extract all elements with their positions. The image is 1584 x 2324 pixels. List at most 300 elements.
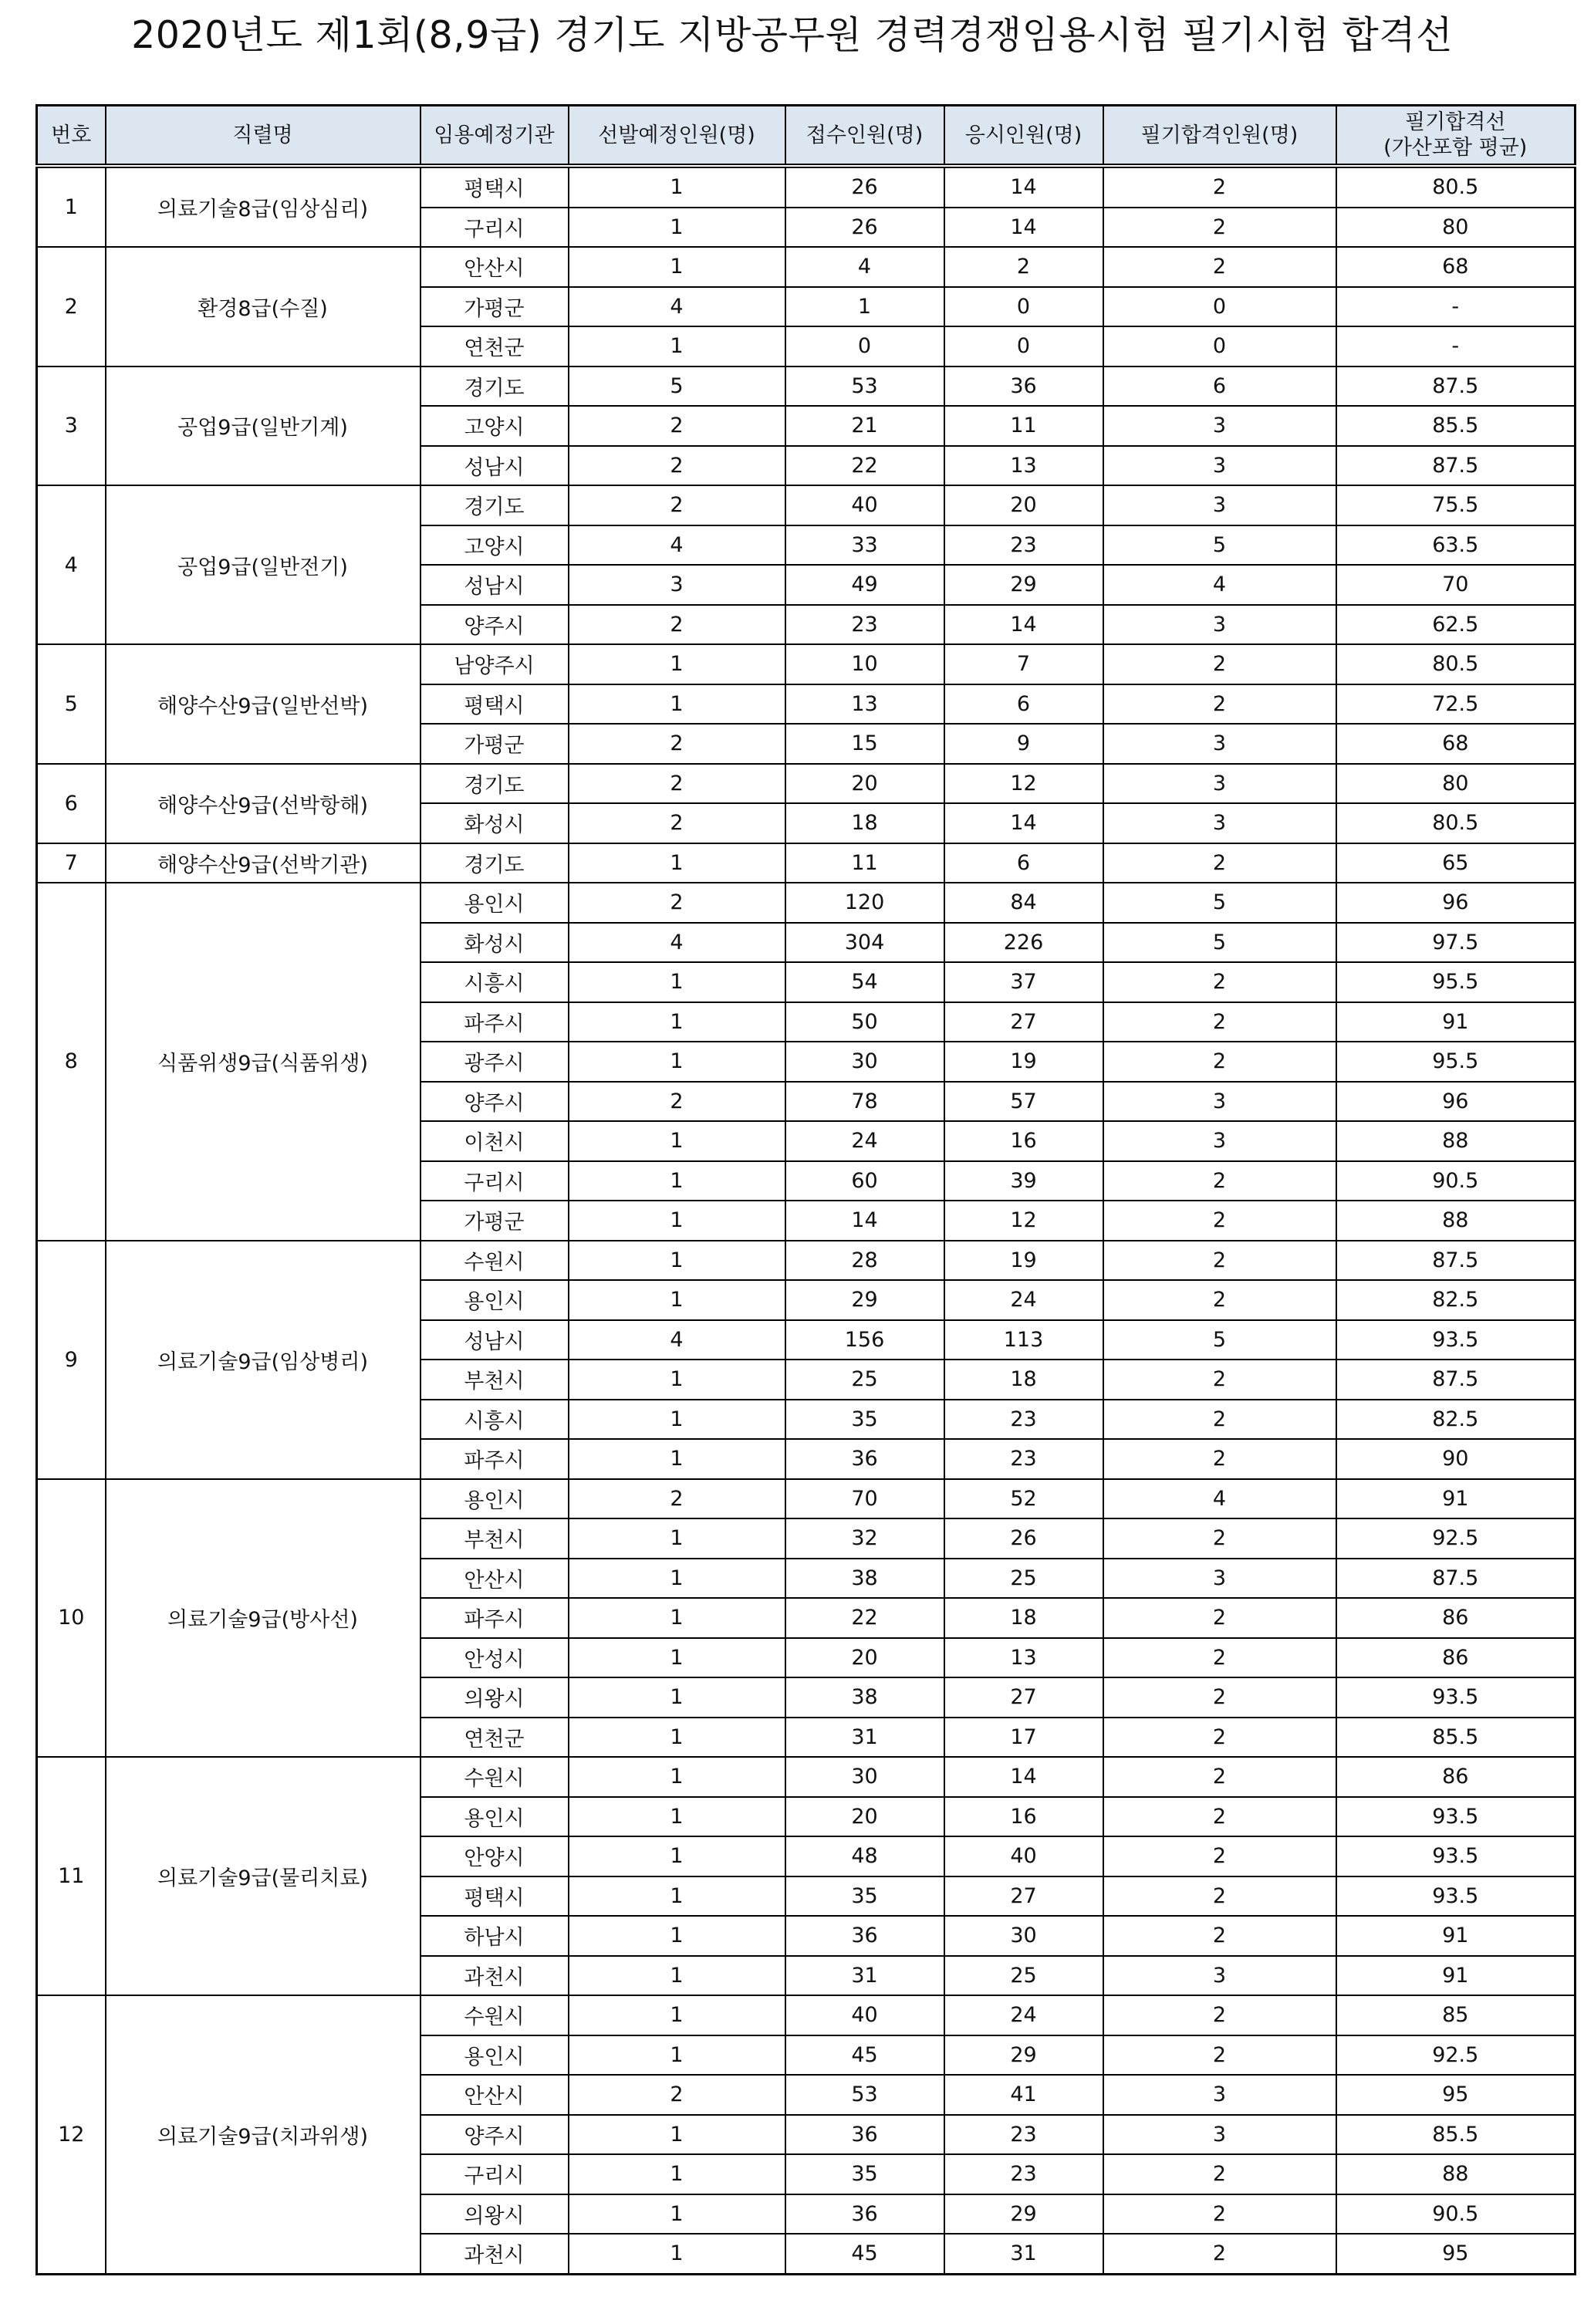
applicants-cell: 25 [785, 1360, 944, 1400]
examinees-cell: 23 [944, 525, 1103, 566]
agency-cell: 용인시 [420, 1280, 569, 1320]
agency-cell: 가평군 [420, 287, 569, 327]
job-series-cell: 환경8급(수질) [106, 247, 420, 367]
examinees-cell: 0 [944, 287, 1103, 327]
applicants-cell: 78 [785, 1082, 944, 1122]
passers-cell: 5 [1103, 923, 1336, 963]
examinees-cell: 27 [944, 1002, 1103, 1042]
table-row [37, 1479, 1576, 1519]
passers-cell: 6 [1103, 367, 1336, 407]
examinees-cell: 25 [944, 1956, 1103, 1996]
passers-cell: 2 [1103, 1718, 1336, 1758]
table-row [37, 1757, 1576, 1797]
agency-cell: 남양주시 [420, 644, 569, 684]
agency-cell: 경기도 [420, 367, 569, 407]
cutoff-cell: 96 [1336, 883, 1576, 923]
table-row [37, 883, 1576, 923]
applicants-cell: 38 [785, 1677, 944, 1718]
cutoff-cell: 92.5 [1336, 1518, 1576, 1559]
agency-cell: 성남시 [420, 1320, 569, 1360]
applicants-cell: 13 [785, 684, 944, 725]
agency-cell: 양주시 [420, 2115, 569, 2155]
cutoff-cell: 87.5 [1336, 1559, 1576, 1599]
passers-cell: 3 [1103, 2115, 1336, 2155]
agency-cell: 구리시 [420, 208, 569, 248]
agency-cell: 연천군 [420, 326, 569, 367]
applicants-cell: 14 [785, 1201, 944, 1241]
applicants-cell: 26 [785, 166, 944, 208]
applicants-cell: 29 [785, 1280, 944, 1320]
passers-cell: 5 [1103, 525, 1336, 566]
table-row [37, 367, 1576, 407]
applicants-cell: 36 [785, 1916, 944, 1956]
cutoff-cell: 80.5 [1336, 644, 1576, 684]
agency-cell: 경기도 [420, 485, 569, 525]
planned-cell: 1 [569, 1400, 785, 1440]
cutoff-cell: 87.5 [1336, 1241, 1576, 1281]
job-series-cell: 공업9급(일반전기) [106, 485, 420, 644]
applicants-cell: 22 [785, 1598, 944, 1638]
agency-cell: 부천시 [420, 1518, 569, 1559]
cutoff-cell: 86 [1336, 1598, 1576, 1638]
examinees-cell: 12 [944, 764, 1103, 804]
examinees-cell: 84 [944, 883, 1103, 923]
cutoff-cell: 88 [1336, 1201, 1576, 1241]
number-cell: 12 [37, 1995, 106, 2274]
examinees-cell: 23 [944, 1439, 1103, 1479]
cutoff-cell: 72.5 [1336, 684, 1576, 725]
planned-cell: 2 [569, 605, 785, 645]
table-row [37, 1995, 1576, 2035]
examinees-cell: 37 [944, 962, 1103, 1002]
examinees-cell: 30 [944, 1916, 1103, 1956]
planned-cell: 1 [569, 247, 785, 287]
cutoff-cell: 95 [1336, 2234, 1576, 2274]
cutoff-cell: 95 [1336, 2075, 1576, 2115]
examinees-cell: 27 [944, 1876, 1103, 1917]
planned-cell: 1 [569, 1121, 785, 1161]
passers-cell: 2 [1103, 2234, 1336, 2274]
passers-cell: 2 [1103, 2035, 1336, 2076]
agency-cell: 성남시 [420, 446, 569, 486]
number-cell: 9 [37, 1241, 106, 1479]
agency-cell: 연천군 [420, 1718, 569, 1758]
applicants-cell: 26 [785, 208, 944, 248]
planned-cell: 1 [569, 962, 785, 1002]
cutoff-header-sub: (가산포함 평균) [1383, 136, 1528, 160]
applicants-cell: 48 [785, 1836, 944, 1876]
col-header-job-series: 직렬명 [106, 106, 420, 167]
cutoff-cell: 75.5 [1336, 485, 1576, 525]
cutoff-cell: 93.5 [1336, 1320, 1576, 1360]
agency-cell: 이천시 [420, 1121, 569, 1161]
number-cell: 8 [37, 883, 106, 1241]
cutoff-cell: 95.5 [1336, 1042, 1576, 1082]
agency-cell: 용인시 [420, 2035, 569, 2076]
examinees-cell: 57 [944, 1082, 1103, 1122]
examinees-cell: 226 [944, 923, 1103, 963]
examinees-cell: 36 [944, 367, 1103, 407]
passers-cell: 2 [1103, 1677, 1336, 1718]
applicants-cell: 45 [785, 2035, 944, 2076]
cutoff-cell: 87.5 [1336, 446, 1576, 486]
cutoff-cell: 85 [1336, 1995, 1576, 2035]
examinees-cell: 7 [944, 644, 1103, 684]
agency-cell: 평택시 [420, 684, 569, 725]
header-row [37, 106, 1576, 167]
planned-cell: 1 [569, 684, 785, 725]
planned-cell: 1 [569, 843, 785, 883]
applicants-cell: 36 [785, 1439, 944, 1479]
passers-cell: 4 [1103, 565, 1336, 605]
planned-cell: 1 [569, 1677, 785, 1718]
planned-cell: 3 [569, 565, 785, 605]
agency-cell: 용인시 [420, 883, 569, 923]
table-row [37, 843, 1576, 883]
passers-cell: 2 [1103, 208, 1336, 248]
number-cell: 5 [37, 644, 106, 764]
agency-cell: 용인시 [420, 1479, 569, 1519]
passers-cell: 3 [1103, 2075, 1336, 2115]
agency-cell: 경기도 [420, 764, 569, 804]
cutoff-cell: 62.5 [1336, 605, 1576, 645]
col-header-agency: 임용예정기관 [420, 106, 569, 167]
applicants-cell: 50 [785, 1002, 944, 1042]
passers-cell: 2 [1103, 1995, 1336, 2035]
agency-cell: 의왕시 [420, 1677, 569, 1718]
planned-cell: 1 [569, 2115, 785, 2155]
table-row [37, 247, 1576, 287]
agency-cell: 고양시 [420, 406, 569, 446]
agency-cell: 과천시 [420, 1956, 569, 1996]
job-series-cell: 해양수산9급(선박항해) [106, 764, 420, 843]
examinees-cell: 24 [944, 1280, 1103, 1320]
exam-results-table [35, 104, 1576, 2275]
col-header-planned: 선발예정인원(명) [569, 106, 785, 167]
cutoff-cell: 70 [1336, 565, 1576, 605]
agency-cell: 고양시 [420, 525, 569, 566]
agency-cell: 수원시 [420, 1241, 569, 1281]
passers-cell: 2 [1103, 247, 1336, 287]
examinees-cell: 13 [944, 446, 1103, 486]
passers-cell: 3 [1103, 1121, 1336, 1161]
number-cell: 11 [37, 1757, 106, 1995]
table-row [37, 485, 1576, 525]
passers-cell: 2 [1103, 962, 1336, 1002]
planned-cell: 1 [569, 1876, 785, 1917]
cutoff-cell: 93.5 [1336, 1876, 1576, 1917]
agency-cell: 가평군 [420, 724, 569, 764]
col-header-cutoff [1336, 106, 1576, 167]
examinees-cell: 25 [944, 1559, 1103, 1599]
applicants-cell: 15 [785, 724, 944, 764]
cutoff-cell: 86 [1336, 1638, 1576, 1678]
page-title: 2020년도 제1회(8,9급) 경기도 지방공무원 경력경쟁임용시험 필기시험 합격선 [131, 13, 1453, 57]
agency-cell: 안성시 [420, 1638, 569, 1678]
planned-cell: 1 [569, 1042, 785, 1082]
cutoff-cell: 82.5 [1336, 1280, 1576, 1320]
agency-cell: 평택시 [420, 1876, 569, 1917]
planned-cell: 1 [569, 1638, 785, 1678]
job-series-cell: 의료기술8급(임상심리) [106, 166, 420, 247]
number-cell: 1 [37, 166, 106, 247]
applicants-cell: 21 [785, 406, 944, 446]
cutoff-cell: 90.5 [1336, 2194, 1576, 2234]
examinees-cell: 18 [944, 1360, 1103, 1400]
planned-cell: 1 [569, 1559, 785, 1599]
passers-cell: 2 [1103, 1916, 1336, 1956]
applicants-cell: 23 [785, 605, 944, 645]
applicants-cell: 30 [785, 1757, 944, 1797]
passers-cell: 0 [1103, 326, 1336, 367]
passers-cell: 2 [1103, 1598, 1336, 1638]
number-cell: 2 [37, 247, 106, 367]
passers-cell: 3 [1103, 1559, 1336, 1599]
applicants-cell: 36 [785, 2115, 944, 2155]
cutoff-cell: 93.5 [1336, 1797, 1576, 1837]
passers-cell: 3 [1103, 1082, 1336, 1122]
applicants-cell: 40 [785, 1995, 944, 2035]
passers-cell: 3 [1103, 605, 1336, 645]
examinees-cell: 14 [944, 1757, 1103, 1797]
examinees-cell: 23 [944, 2115, 1103, 2155]
examinees-cell: 40 [944, 1836, 1103, 1876]
applicants-cell: 20 [785, 1638, 944, 1678]
examinees-cell: 31 [944, 2234, 1103, 2274]
agency-cell: 수원시 [420, 1757, 569, 1797]
cutoff-cell: 88 [1336, 2154, 1576, 2194]
planned-cell: 2 [569, 446, 785, 486]
examinees-cell: 19 [944, 1042, 1103, 1082]
planned-cell: 1 [569, 1757, 785, 1797]
applicants-cell: 49 [785, 565, 944, 605]
applicants-cell: 35 [785, 1876, 944, 1917]
passers-cell: 3 [1103, 803, 1336, 843]
examinees-cell: 0 [944, 326, 1103, 367]
applicants-cell: 53 [785, 367, 944, 407]
table-row [37, 764, 1576, 804]
agency-cell: 시흥시 [420, 962, 569, 1002]
agency-cell: 안산시 [420, 247, 569, 287]
agency-cell: 양주시 [420, 605, 569, 645]
passers-cell: 2 [1103, 1161, 1336, 1201]
col-header-passers: 필기합격인원(명) [1103, 106, 1336, 167]
agency-cell: 파주시 [420, 1598, 569, 1638]
agency-cell: 가평군 [420, 1201, 569, 1241]
agency-cell: 수원시 [420, 1995, 569, 2035]
passers-cell: 0 [1103, 287, 1336, 327]
planned-cell: 1 [569, 1518, 785, 1559]
planned-cell: 1 [569, 1995, 785, 2035]
passers-cell: 2 [1103, 2154, 1336, 2194]
passers-cell: 3 [1103, 764, 1336, 804]
planned-cell: 2 [569, 883, 785, 923]
planned-cell: 1 [569, 1598, 785, 1638]
table-row [37, 644, 1576, 684]
planned-cell: 1 [569, 326, 785, 367]
col-header-applicants: 접수인원(명) [785, 106, 944, 167]
applicants-cell: 1 [785, 287, 944, 327]
planned-cell: 1 [569, 1956, 785, 1996]
job-series-cell: 의료기술9급(방사선) [106, 1479, 420, 1758]
passers-cell: 2 [1103, 1876, 1336, 1917]
job-series-cell: 해양수산9급(일반선박) [106, 644, 420, 764]
planned-cell: 2 [569, 803, 785, 843]
examinees-cell: 26 [944, 1518, 1103, 1559]
planned-cell: 4 [569, 525, 785, 566]
examinees-cell: 14 [944, 208, 1103, 248]
planned-cell: 4 [569, 287, 785, 327]
agency-cell: 구리시 [420, 2154, 569, 2194]
examinees-cell: 16 [944, 1797, 1103, 1837]
passers-cell: 4 [1103, 1479, 1336, 1519]
examinees-cell: 11 [944, 406, 1103, 446]
agency-cell: 양주시 [420, 1082, 569, 1122]
cutoff-cell: 92.5 [1336, 2035, 1576, 2076]
cutoff-cell: 93.5 [1336, 1677, 1576, 1718]
cutoff-cell: 91 [1336, 1002, 1576, 1042]
agency-cell: 의왕시 [420, 2194, 569, 2234]
passers-cell: 2 [1103, 1280, 1336, 1320]
agency-cell: 시흥시 [420, 1400, 569, 1440]
passers-cell: 2 [1103, 1836, 1336, 1876]
examinees-cell: 16 [944, 1121, 1103, 1161]
agency-cell: 화성시 [420, 803, 569, 843]
examinees-cell: 6 [944, 684, 1103, 725]
examinees-cell: 29 [944, 565, 1103, 605]
planned-cell: 1 [569, 2194, 785, 2234]
agency-cell: 용인시 [420, 1797, 569, 1837]
agency-cell: 부천시 [420, 1360, 569, 1400]
planned-cell: 2 [569, 724, 785, 764]
agency-cell: 하남시 [420, 1916, 569, 1956]
examinees-cell: 113 [944, 1320, 1103, 1360]
passers-cell: 3 [1103, 485, 1336, 525]
applicants-cell: 53 [785, 2075, 944, 2115]
agency-cell: 구리시 [420, 1161, 569, 1201]
examinees-cell: 9 [944, 724, 1103, 764]
examinees-cell: 39 [944, 1161, 1103, 1201]
cutoff-cell: 86 [1336, 1757, 1576, 1797]
passers-cell: 2 [1103, 1241, 1336, 1281]
planned-cell: 1 [569, 1161, 785, 1201]
planned-cell: 1 [569, 1241, 785, 1281]
examinees-cell: 6 [944, 843, 1103, 883]
applicants-cell: 40 [785, 485, 944, 525]
applicants-cell: 0 [785, 326, 944, 367]
agency-cell: 광주시 [420, 1042, 569, 1082]
passers-cell: 2 [1103, 1638, 1336, 1678]
cutoff-cell: 82.5 [1336, 1400, 1576, 1440]
applicants-cell: 28 [785, 1241, 944, 1281]
number-cell: 6 [37, 764, 106, 843]
number-cell: 3 [37, 367, 106, 486]
number-cell: 4 [37, 485, 106, 644]
cutoff-cell: 88 [1336, 1121, 1576, 1161]
cutoff-cell: 91 [1336, 1916, 1576, 1956]
cutoff-cell: 85.5 [1336, 1718, 1576, 1758]
applicants-cell: 24 [785, 1121, 944, 1161]
passers-cell: 2 [1103, 1400, 1336, 1440]
planned-cell: 2 [569, 406, 785, 446]
cutoff-cell: 91 [1336, 1479, 1576, 1519]
examinees-cell: 23 [944, 2154, 1103, 2194]
applicants-cell: 22 [785, 446, 944, 486]
examinees-cell: 24 [944, 1995, 1103, 2035]
applicants-cell: 18 [785, 803, 944, 843]
cutoff-cell: 90.5 [1336, 1161, 1576, 1201]
cutoff-cell: 80 [1336, 764, 1576, 804]
cutoff-cell: - [1336, 287, 1576, 327]
applicants-cell: 31 [785, 1956, 944, 1996]
job-series-cell: 의료기술9급(물리치료) [106, 1757, 420, 1995]
passers-cell: 2 [1103, 1042, 1336, 1082]
table-row [37, 1241, 1576, 1281]
cutoff-cell: 87.5 [1336, 1360, 1576, 1400]
examinees-cell: 14 [944, 803, 1103, 843]
cutoff-cell: 87.5 [1336, 367, 1576, 407]
job-series-cell: 공업9급(일반기계) [106, 367, 420, 486]
cutoff-cell: 65 [1336, 843, 1576, 883]
cutoff-cell: 93.5 [1336, 1836, 1576, 1876]
applicants-cell: 304 [785, 923, 944, 963]
table-body [37, 166, 1576, 2274]
planned-cell: 1 [569, 208, 785, 248]
examinees-cell: 12 [944, 1201, 1103, 1241]
passers-cell: 2 [1103, 166, 1336, 208]
passers-cell: 5 [1103, 1320, 1336, 1360]
planned-cell: 1 [569, 1916, 785, 1956]
examinees-cell: 41 [944, 2075, 1103, 2115]
planned-cell: 1 [569, 1002, 785, 1042]
applicants-cell: 60 [785, 1161, 944, 1201]
passers-cell: 3 [1103, 446, 1336, 486]
cutoff-cell: 80.5 [1336, 166, 1576, 208]
passers-cell: 2 [1103, 1439, 1336, 1479]
applicants-cell: 156 [785, 1320, 944, 1360]
applicants-cell: 38 [785, 1559, 944, 1599]
agency-cell: 파주시 [420, 1002, 569, 1042]
job-series-cell: 의료기술9급(임상병리) [106, 1241, 420, 1479]
cutoff-cell: 68 [1336, 247, 1576, 287]
planned-cell: 1 [569, 644, 785, 684]
applicants-cell: 35 [785, 1400, 944, 1440]
planned-cell: 2 [569, 2075, 785, 2115]
planned-cell: 5 [569, 367, 785, 407]
examinees-cell: 52 [944, 1479, 1103, 1519]
cutoff-cell: 85.5 [1336, 2115, 1576, 2155]
number-cell: 7 [37, 843, 106, 883]
col-header-number: 번호 [37, 106, 106, 167]
passers-cell: 2 [1103, 1360, 1336, 1400]
examinees-cell: 14 [944, 166, 1103, 208]
planned-cell: 4 [569, 1320, 785, 1360]
applicants-cell: 45 [785, 2234, 944, 2274]
applicants-cell: 4 [785, 247, 944, 287]
applicants-cell: 20 [785, 1797, 944, 1837]
applicants-cell: 70 [785, 1479, 944, 1519]
applicants-cell: 11 [785, 843, 944, 883]
planned-cell: 1 [569, 1718, 785, 1758]
cutoff-cell: 80.5 [1336, 803, 1576, 843]
planned-cell: 1 [569, 1439, 785, 1479]
agency-cell: 안산시 [420, 1559, 569, 1599]
applicants-cell: 10 [785, 644, 944, 684]
planned-cell: 1 [569, 1201, 785, 1241]
job-series-cell: 식품위생9급(식품위생) [106, 883, 420, 1241]
planned-cell: 2 [569, 764, 785, 804]
applicants-cell: 20 [785, 764, 944, 804]
